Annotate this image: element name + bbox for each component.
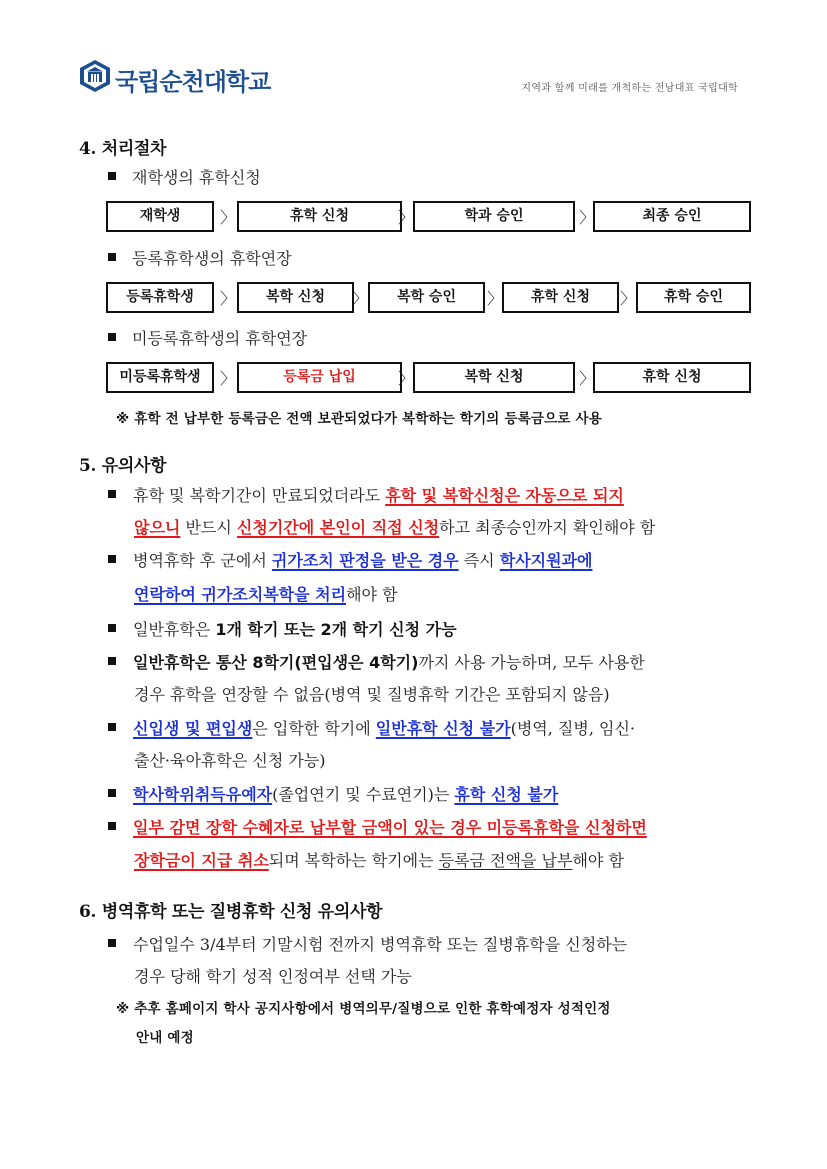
notice-item-3: 일반휴학은 1개 학기 또는 2개 학기 신청 가능 <box>108 617 748 640</box>
bullet-square-icon <box>108 789 116 797</box>
chevron-right-icon: 〉 <box>398 208 415 227</box>
chevron-right-icon: 〉 <box>220 208 237 227</box>
flow-2-step: 휴학 신청 <box>502 282 619 313</box>
notice-item-5-cont: 출산·육아휴학은 신청 가능) <box>134 751 326 770</box>
flow-3-title: 미등록휴학생의 휴학연장 <box>108 326 307 349</box>
chevron-right-icon: 〉 <box>352 289 369 308</box>
flow-1 <box>106 201 751 232</box>
bullet-square-icon <box>108 723 116 731</box>
chevron-right-icon: 〉 <box>220 289 237 308</box>
university-logo-icon <box>79 59 111 93</box>
header-slogan: 지역과 함께 미래를 개척하는 전남대표 국립대학 <box>521 83 738 94</box>
flow-1-step: 학과 승인 <box>413 201 575 232</box>
document-header <box>79 58 743 98</box>
notice-item-4-cont: 경우 휴학을 연장할 수 없음(병역 및 질병휴학 기간은 포함되지 않음) <box>134 685 610 704</box>
university-name: 국립순천대학교 <box>115 68 271 96</box>
flow-3 <box>106 362 751 393</box>
flow-3-step: 휴학 신청 <box>593 362 751 393</box>
bullet-square-icon <box>108 555 116 563</box>
flow-2-step: 휴학 승인 <box>636 282 751 313</box>
military-notice-item: 수업일수 3/4부터 기말시험 전까지 병역휴학 또는 질병휴학을 신청하는 <box>108 932 748 955</box>
bullet-square-icon <box>108 939 116 947</box>
flow-1-title: 재학생의 휴학신청 <box>108 165 261 188</box>
chevron-right-icon: 〉 <box>398 369 415 388</box>
section-6-note-cont: 안내 예정 <box>136 1030 194 1046</box>
flow-3-step: 복학 신청 <box>413 362 575 393</box>
flow-2 <box>106 282 751 313</box>
bullet-square-icon <box>108 172 116 180</box>
chevron-right-icon: 〉 <box>620 289 637 308</box>
flow-2-step: 등록휴학생 <box>106 282 214 313</box>
bullet-square-icon <box>108 822 116 830</box>
flow-3-step-highlight: 등록금 납입 <box>237 362 402 393</box>
bullet-square-icon <box>108 490 116 498</box>
chevron-right-icon: 〉 <box>579 369 596 388</box>
notice-item-6: 학사학위취득유예자(졸업연기 및 수료연기)는 휴학 신청 불가 <box>108 782 748 805</box>
section-5-heading: 5. 유의사항 <box>79 456 167 476</box>
notice-item-1-cont: 않으니 반드시 신청기간에 본인이 직접 신청하고 최종승인까지 확인해야 함 <box>134 518 656 537</box>
military-notice-item-cont: 경우 당해 학기 성적 인정여부 선택 가능 <box>134 967 412 986</box>
chevron-right-icon: 〉 <box>579 208 596 227</box>
flow-2-step: 복학 승인 <box>368 282 485 313</box>
notice-item-2: 병역휴학 후 군에서 귀가조치 판정을 받은 경우 즉시 학사지원과에 <box>108 548 748 571</box>
notice-item-7: 일부 감면 장학 수혜자로 납부할 금액이 있는 경우 미등록휴학을 신청하면 <box>108 815 748 838</box>
section-6-heading: 6. 병역휴학 또는 질병휴학 신청 유의사항 <box>79 902 383 922</box>
bullet-square-icon <box>108 253 116 261</box>
bullet-square-icon <box>108 624 116 632</box>
notice-item-5: 신입생 및 편입생은 입학한 학기에 일반휴학 신청 불가(병역, 질병, 임신· <box>108 716 748 739</box>
flow-2-step: 복학 신청 <box>237 282 354 313</box>
chevron-right-icon: 〉 <box>220 369 237 388</box>
flow-1-step: 재학생 <box>106 201 214 232</box>
flow-2-title: 등록휴학생의 휴학연장 <box>108 246 292 269</box>
notice-item-7-cont: 장학금이 지급 취소되며 복학하는 학기에는 등록금 전액을 납부해야 함 <box>134 851 624 870</box>
flow-1-step: 휴학 신청 <box>237 201 402 232</box>
notice-item-2-cont: 연락하여 귀가조치복학을 처리해야 함 <box>134 585 398 604</box>
section-4-heading: 4. 처리절차 <box>79 139 167 159</box>
section-6-note: ※ 추후 홈페이지 학사 공지사항에서 병역의무/질병으로 인한 휴학예정자 성적인정 <box>116 1001 611 1017</box>
bullet-square-icon <box>108 333 116 341</box>
section-4-note: ※ 휴학 전 납부한 등록금은 전액 보관되었다가 복학하는 학기의 등록금으로 사용 <box>116 411 603 427</box>
bullet-square-icon <box>108 657 116 665</box>
flow-1-step: 최종 승인 <box>593 201 751 232</box>
notice-item-4: 일반휴학은 통산 8학기(편입생은 4학기)까지 사용 가능하며, 모두 사용한 <box>108 650 748 673</box>
notice-item-1: 휴학 및 복학기간이 만료되었더라도 휴학 및 복학신청은 자동으로 되지 <box>108 483 748 506</box>
chevron-right-icon: 〉 <box>487 289 504 308</box>
flow-3-step: 미등록휴학생 <box>106 362 214 393</box>
